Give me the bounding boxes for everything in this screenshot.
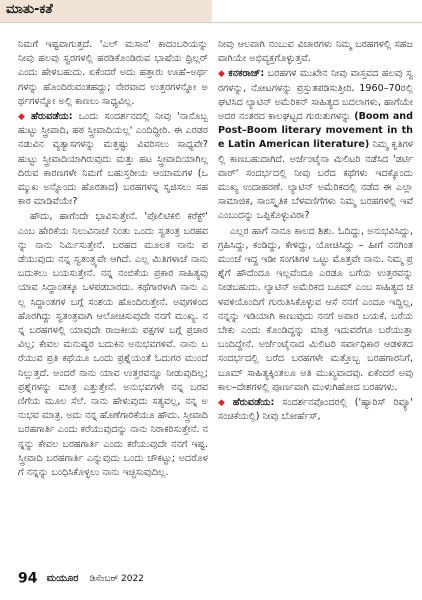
magazine-name: ಮಯೂರ (46, 573, 79, 584)
issue-date: ಡಿಸೆಂಬರ್ 2022 (89, 573, 144, 584)
right-paragraph-2: ಎಲ್ಲರ ಹಾಗೆ ನಾನೂ ಕಾಲದ ಶಿಶು. ಓದಿದ್ದು, ಅನುಭವಿಸಿದ್ದು, ಗ್ರಹಿಸಿದ್ದು, ಕಂಡಿದ್ದು, ಕೇಳಿದ್ದು, ಯೋಚಿಸಿದ್ದು – ಹೀಗೆ ನನಗಿಂತ ಮುಂಚೆ ಇದ್ದ ಇಡೀ ಸಂಗತಿಗಳ ಒಟ್ಟು ಮೊತ್ತವೇ ನಾನು. ನಿಮ್ಮ ಪ್ರಶ್ನೆಗೆ ಹೌದೆಂದೂ ಇಲ್ಲವೆಂದೂ ಎರಡೂ ಬಗೆಯ ಉತ್ತರವನ್ನು ನೀಡಬಹುದು. ಲ್ಯಾಟಿನ್ ಅಮೆರಿಕದ ಬೂಮ್ ಎಂಬ ಸಾಹಿತ್ಯದ ಚಳವಳಿಯೊಂದಿಗೆ ಗುರುತಿಸಿಕೊಳ್ಳುವ ಆಸೆ ನನಗೆ ಎಂದೂ ಇದ್ದಿಲ್ಲ, ನನ್ನನ್ನು ಇಡಿಯಾಗಿ ಕಾಣುವುದು ನನಗೆ ಅಪಾರ ಬಯಕೆ. ಬರೆಯಬೇಕು ಎಂದು ಕೊಂಡಿದ್ದನ್ನು ಮಾತ್ರ ಇದುವರೆಗೂ ಬರೆಯುತ್ತಾ ಬಂದಿದ್ದೇನೆ. ಅರ್ಜೆಂಟೈನಾದ ಮಿಲಿಟರಿ ಸರ್ವಾಧಿಕಾರ ಆಡಳಿತದ ಸಂದರ್ಭದಲ್ಲಿ ಬರೆದ ಬರಹಗಳೇ ಮತ್ತೊಬ್ಬ ಬರಹಗಾರನಿಗೆ, ಬೂಮ್ ಸಾಹಿತ್ಯಕ್ಕಿಂತಲೂ ಅತಿ ಮುಖ್ಯವಾದವು. ಏಕೆಂದರೆ ಅವು ಕಾಲ–ದೇಶಗಳಲ್ಲಿ ಪೂರ್ಣವಾಗಿ ಮುಳುಗಿಹೋದ ಬರಹಗಳು. (218, 225, 413, 393)
left-paragraph-2: ಹೌದು, ಹಾಗೆಂದೇ ಭಾವಿಸುತ್ತೇನೆ. 'ಪೊಲಿಟಿಕಲಿ ಕರೆಕ್ಟ್' ಎಂಬ ಹೇರಿಕೆಯ ನಿಲುವಿನಾಚೆ ನಿಂತು ಒಂದು ಸ್ವತಂತ್ರ ಬರಹವನ್ನು ನಾನು ನಿರ್ಮಿಸುತ್ತೇನೆ. ಬರಹದ ಮೂಲಕ ನಾನು ಪಡೆಯುವುದು ನನ್ನ ಸ್ವತಂತ್ರ್ಯವೇ ಆಗಿದೆ. ಎಲ್ಲ ಮಿತಿಗಳಾಚೆ ನಾನು ಬದುಕಲು ಬಯಸುತ್ತೇನೆ. ನನ್ನ ನಂಬಿಕೆಯ ಪ್ರಕಾರ ಸಾಹಿತ್ಯವು ಯಾವ ಸಿದ್ಧಾಂತಕ್ಕೂ ಒಳಪಡಬಾರದು. ಕಥೆಗಾರಳಾಗಿ ನಾನು ಎಲ್ಲ ಸಿದ್ಧಾಂತಗಳ ಬಗ್ಗೆ ಸಂಶಯ ಹೊಂದಿರುತ್ತೇನೆ. ಅವುಗಳಿಂದ ಹೊರಗಿದ್ದು ಸ್ವತಂತ್ರವಾಗಿ ಆಲೋಚಿಸುವುದೇ ನನಗೆ ಮುಖ್ಯ. ನನ್ನ ಬರಹಗಳಲ್ಲಿ ಯಾವುದೇ ರಾಜಕೀಯ ಪಕ್ಷಗಳ ಬಗ್ಗೆ ಪ್ರಚಾರವಿಲ್ಲ; ಕೇವಲ ಮನುಷ್ಯರ ಬದುಕಿನ ಅನುಭವಗಳಿವೆ. ನಾನು ಬರೆಯುವ ಪ್ರತಿ ಕಥೆಯೂ ಒಂದು ಪ್ರಶ್ನೆಯಂತೆ ಓದುಗರ ಮುಂದೆ ನಿಲ್ಲುತ್ತದೆ. ಅಂದರೆ ನಾನು ಯಾವ ಉತ್ತರವನ್ನೂ ನೀಡುವುದಿಲ್ಲ; ಪ್ರಶ್ನೆಗಳನ್ನು ಮಾತ್ರ ಎತ್ತುತ್ತೇನೆ. ಅನುಭವಗಳೇ ನನ್ನ ಬರವಣಿಗೆಯ ಮೂಲ ಸೆಲೆ. ನಾನು ಹೇಳುವುದು ಸತ್ಯವಲ್ಲ, ನನ್ನ ಅನುಭವ ಮಾತ್ರ. ಅದು ನನ್ನ ಹೊಣೆಗಾರಿಕೆಯೂ ಹೌದು. ಸ್ತ್ರೀವಾದಿ ಬರಹಗಾರ್ತಿ ಎಂದು ಕರೆಯುವುದನ್ನು ನಾನು ನಿರಾಕರಿಸುತ್ತೇನೆ. ನನ್ನನ್ನು ಕೇವಲ ಬರಹಗಾರ್ತಿ ಎಂದು ಕರೆಯುವುದೇ ನನಗೆ ಇಷ್ಟ. ಸ್ತ್ರೀವಾದಿ ಬರಹಗಾರ್ತಿ ಎನ್ನುವುದು ಒಂದು ಚೌಕಟ್ಟು; ಅದರೊಳಗೆ ನನ್ನನ್ನು ಬಂಧಿಸಿಕೊಳ್ಳಲು ನಾನು ಇಚ್ಛಿಸುವುದಿಲ್ಲ. (18, 211, 208, 479)
question-text: ಸಂದರ್ಶನವೊಂದರಲ್ಲಿ ('ಹ್ಯಾರಿಸ್ ರಿವ್ಯೂ' ಸಂಚಿಕೆಯಲ್ಲಿ) ನೀವು ಬೋರ್ಹೆಸ್, (218, 397, 413, 423)
page-footer (18, 568, 318, 586)
section-header (0, 0, 422, 23)
left-column (18, 38, 208, 558)
question-english-term: (Boom and Post–Boom literary movement in the Latin American literature) (218, 111, 413, 151)
question-speaker: ಹೆರುವಡೆಯ: (30, 111, 73, 123)
question-text-b: ನಿಮ್ಮ ಕೃತಿಗಳಲ್ಲಿ ಕಾಣಬಹುದಾಗಿದೆ. ಅರ್ಜೆಂಟೈನಾ ಮಿಲಿಟರಿ ನಡೆಸಿದ 'ಡರ್ಟಿ ವಾರ್' ಸಂದರ್ಭದಲ್ಲಿ ನೀವು ಬರೆದ ಕಥೆಗಳು ಇದಕ್ಕೊಂದು ಮುಖ್ಯ ಉದಾಹರಣೆ. ಲ್ಯಾಟಿನ್ ಅಮೆರಿಕದಲ್ಲಿ ನಡೆದ ಈ ಎಲ್ಲಾ ಸಾಮಾಜಿಕ, ಸಾಂಸ್ಕೃತಿಕ ಬೆಳವಣಿಗೆಗಳು ನಿಮ್ಮ ಬರಹಗಳಲ್ಲಿ ಇವೆ ಎಂಬುದನ್ನು ಒಪ್ಪಿಕೊಳ್ಳುವಿರಾ? (218, 139, 413, 222)
question-text-a: ಬರಹಗಳ ಮುಖೇನ ನೀವು ವಾಸ್ತವದ ಹಲವು ಸ್ವರಗಳನ್ನು, ನೋಟಗಳನ್ನು ಪ್ರಸ್ತುತಪಡಿಸುತ್ತೀರಿ. 1960–70ರಲ್ಲಿ ಘಟಿಸಿದ ಲ್ಯಾಟಿನ್ ಅಮೆರಿಕನ್ ಸಾಹಿತ್ಯದ ಬದಲಾಗಳು, ಹಾಗೆಯೇ ಅದರ ನಂತರದ ಕಾಲಘಟ್ಟದ ಗುರುತುಗಳನ್ನು (218, 68, 413, 123)
diamond-bullet-icon: ◆ (218, 398, 230, 409)
diamond-bullet-icon: ◆ (218, 69, 226, 80)
question-speaker: ಹೆರುವಡೆಯ: (232, 397, 275, 409)
question-text: ಒಂದು ಸಂದರ್ಶನದಲ್ಲಿ ನೀವು 'ನಾನೊಬ್ಬ ಹುಟ್ಟು ಸ್ತ್ರೀವಾದಿ, ಹಠ ಸ್ತ್ರೀವಾದಿಯಲ್ಲ' ಎಂದಿದ್ದೀರಿ. ಈ ಎರಡರ ನಡುವಿನ ವ್ಯತ್ಯಾಸಗಳನ್ನು ಮತ್ತಷ್ಟು ವಿವರಿಸಲು ಸಾಧ್ಯವೇ? ಹುಟ್ಟು ಸ್ತ್ರೀವಾದಿಯಾಗಿರುವುದು ಮತ್ತು ಹಟ ಸ್ತ್ರೀವಾದಿಯಾಗಿಲ್ಲದಿರುವ ಕಾರಣಗಳೇ ನಿಮಗೆ ಬಹುಸ್ತರೀಯ ಆಯಾಮಗಳ (ಒಮ್ಮುಖ ಅನ್ನೊಂದು ಹೊರತಾದ) ಬರಹಗಳನ್ನ ಸೃಜಿಸಲು ಸಹಕಾರ ಮಾಡಿವೆಯೇ? (18, 111, 208, 208)
left-question-1 (18, 110, 208, 209)
question-speaker: ಕನಕರಾಜ್: (228, 68, 265, 80)
section-title: ಮಾತು-ಕತೆ (6, 2, 53, 17)
left-paragraph-1: ನಿಮಗೆ ಇಷ್ಟವಾಗುತ್ತದೆ. 'ಎಲ್ ಮಸಾನ' ಕಾದಂಬರಿಯನ್ನು ನೀವು ಹಲವು ಸ್ವರಗಳಲ್ಲಿ ಹರಡಿಕೊಂಡಿರುವ ಭಾಷೆಯ ಥ್ರಿಲ್ಲರ್ ಎಂದು ಹೇಳಬಹುದು. ಏಕೆಂದರೆ ಅದು ಹತ್ತಾರು ಊಹೆ–ಅರ್ಥಗಳನ್ನು ಹೊಂದಿರುವಂತಹದ್ದು; ನೇರವಾದ ಉತ್ತರಗಳನ್ನೋ ಅರ್ಥಗಳನ್ನೋ ಅಲ್ಲಿ ಕಾಣಲು ಸಾಧ್ಯವಿಲ್ಲ. (18, 39, 208, 107)
right-question-1 (218, 67, 413, 223)
page-number: 94 (18, 570, 38, 587)
right-paragraph-1: ನೀವು ಆಲವಾಗಿ ನಂಬುವ ವಿಚಾರಗಳು ನಿಮ್ಮ ಬರಹಗಳಲ್ಲಿ ಸಹಜವಾಗಿಯೇ ಅಭಿವ್ಯಕ್ತಗೊಳ್ಳುತ್ತವೆ. (218, 39, 413, 65)
right-column (218, 38, 413, 558)
right-question-2 (218, 396, 413, 424)
diamond-bullet-icon: ◆ (18, 112, 28, 123)
